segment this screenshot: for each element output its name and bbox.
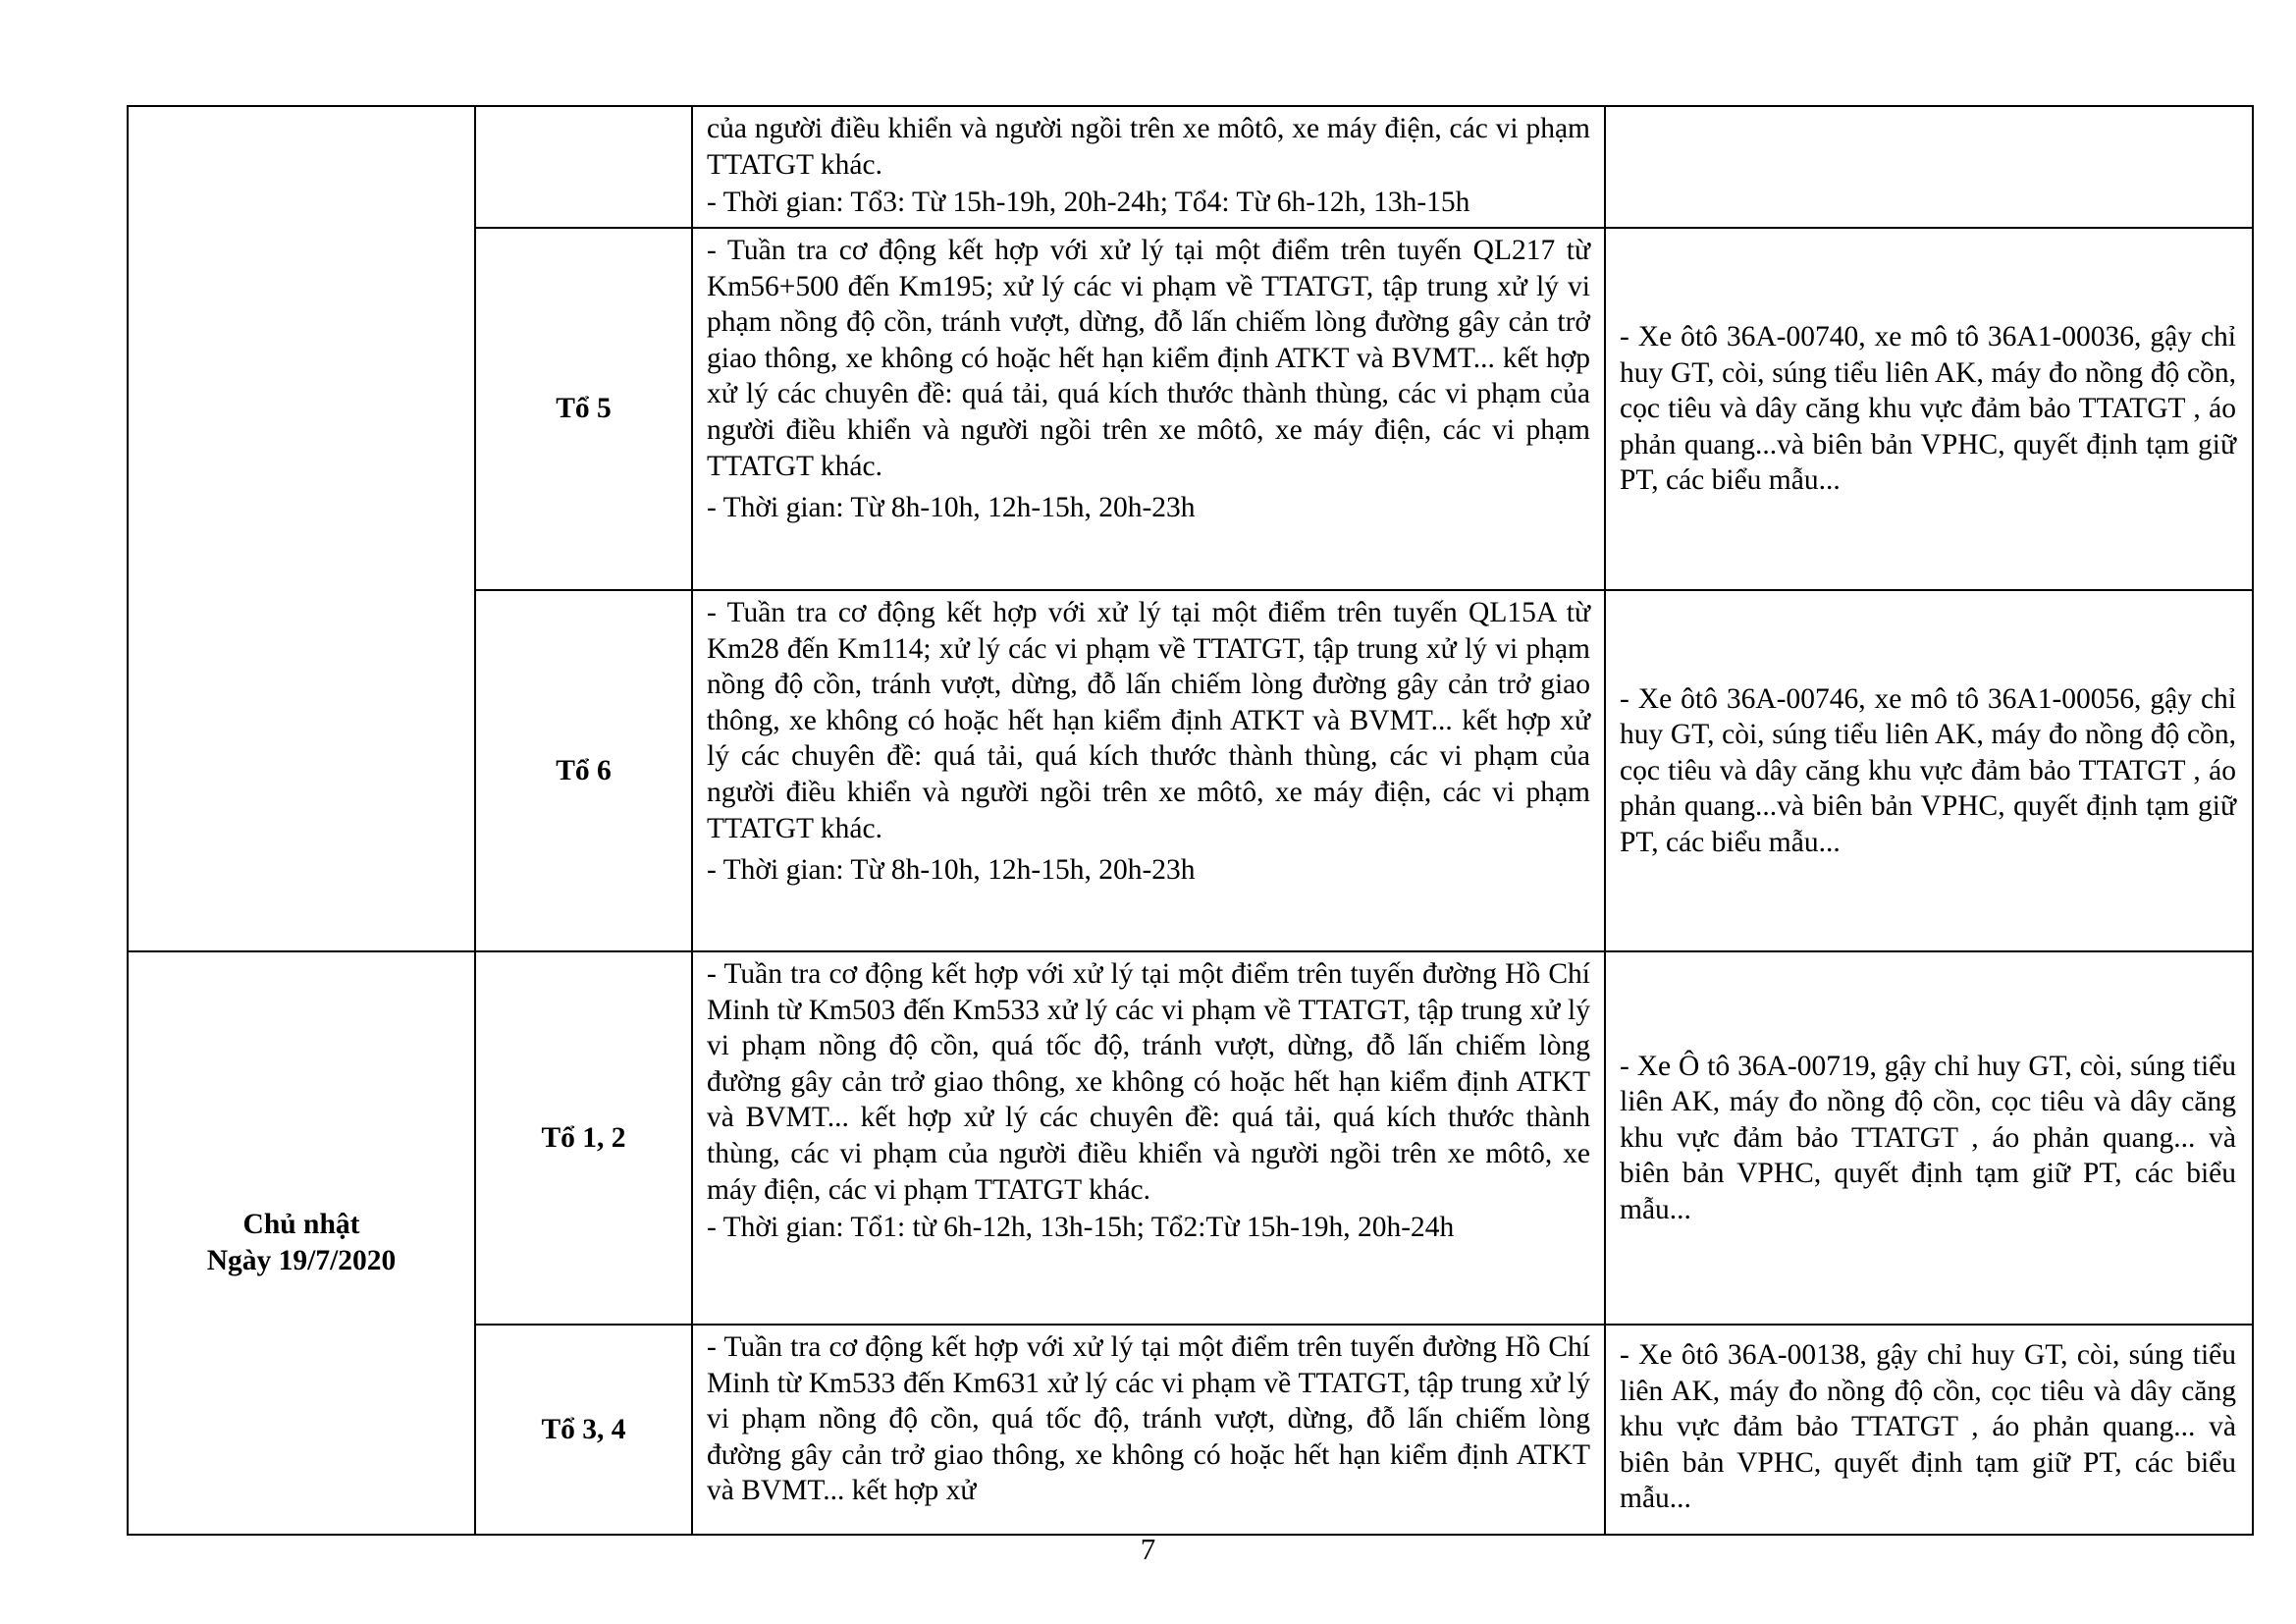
patrol-schedule-table — [127, 105, 2254, 1536]
day-date: Ngày 19/7/2020 — [206, 1245, 397, 1276]
equipment-description: - Xe ôtô 36A-00138, gậy chỉ huy GT, còi, súng tiểu liên AK, máy đo nồng độ cồn, cọc tiêu và dây căng khu vực đảm bảo TTATGT , áo phản quang... và biên bản VPHC, quyết định tạm giữ PT, các biểu mẫu... — [1620, 1339, 2236, 1515]
task-cell — [692, 590, 1605, 951]
task-time: - Thời gian: Tổ1: từ 6h-12h, 13h-15h; Tổ2:Từ 15h-19h, 20h-24h — [707, 1212, 1455, 1244]
team-cell: Tổ 3, 4 — [475, 1325, 692, 1535]
day-cell — [128, 951, 475, 1535]
task-time: - Thời gian: Tổ3: Từ 15h-19h, 20h-24h; Tổ4: Từ 6h-12h, 13h-15h — [707, 187, 1470, 219]
team-cell: Tổ 1, 2 — [475, 951, 692, 1325]
equipment-description: - Xe Ô tô 36A-00719, gậy chỉ huy GT, còi, súng tiểu liên AK, máy đo nồng độ cồn, cọc tiêu và dây căng khu vực đảm bảo TTATGT , áo phản quang... và biên bản VPHC, quyết định tạm giữ PT, các biểu mẫu... — [1620, 1050, 2236, 1225]
day-cell-empty — [128, 106, 475, 951]
task-description: - Tuần tra cơ động kết hợp với xử lý tại một điểm trên tuyến đường Hồ Chí Minh từ Km533 đến Km631 xử lý các vi phạm về TTATGT, tập trung xử lý vi phạm nồng độ cồn, quá tốc độ, tránh vượt, dừng, đỗ lấn chiếm lòng đường gây cản trở giao thông, xe không có hoặc hết hạn kiểm định ATKT và BVMT... kết hợp xử — [707, 1331, 1590, 1507]
team-cell: Tổ 6 — [475, 590, 692, 951]
task-cell — [692, 1325, 1605, 1535]
task-cell — [692, 106, 1605, 228]
equipment-cell — [1605, 951, 2253, 1325]
team-cell — [475, 106, 692, 228]
task-description: - Tuần tra cơ động kết hợp với xử lý tại một điểm trên tuyến QL15A từ Km28 đến Km114; xử lý các vi phạm về TTATGT, tập trung xử lý vi phạm nồng độ cồn, tránh vượt, dừng, đỗ lấn chiếm lòng đường gây cản trở giao thông, xe không có hoặc hết hạn kiểm định ATKT và BVMT... kết hợp xử lý các chuyên đề: quá tải, quá kích thước thành thùng, các vi phạm của người điều khiển và người ngồi trên xe môtô, xe máy điện, các vi phạm TTATGT khác. — [707, 597, 1590, 844]
team-cell: Tổ 5 — [475, 228, 692, 590]
task-cell — [692, 228, 1605, 590]
equipment-description: - Xe ôtô 36A-00740, xe mô tô 36A1-00036, gậy chỉ huy GT, còi, súng tiểu liên AK, máy đo nồng độ cồn, cọc tiêu và dây căng khu vực đảm bảo TTATGT , áo phản quang...và biên bản VPHC, quyết định tạm giữ PT, các biểu mẫu... — [1620, 321, 2236, 497]
task-time: - Thời gian: Từ 8h-10h, 12h-15h, 20h-23h — [707, 854, 1196, 887]
equipment-cell — [1605, 590, 2253, 951]
task-cell — [692, 951, 1605, 1325]
table-row — [128, 106, 2253, 228]
page-number: 7 — [1140, 1532, 1156, 1566]
task-description: - Tuần tra cơ động kết hợp với xử lý tại một điểm trên tuyến đường Hồ Chí Minh từ Km503 đến Km533 xử lý các vi phạm về TTATGT, tập trung xử lý vi phạm nồng độ cồn, quá tốc độ, tránh vượt, dừng, đỗ lấn chiếm lòng đường gây cản trở giao thông, xe không có hoặc hết hạn kiểm định ATKT và BVMT... kết hợp xử lý các chuyên đề: quá tải, quá kích thước thành thùng, các vi phạm của người điều khiển và người ngồi trên xe môtô, xe máy điện, các vi phạm TTATGT khác. — [707, 958, 1590, 1206]
day-name: Chủ nhật — [242, 1209, 360, 1241]
task-description: của người điều khiển và người ngồi trên xe môtô, xe máy điện, các vi phạm TTATGT khác. — [707, 113, 1590, 181]
equipment-cell — [1605, 228, 2253, 590]
equipment-cell — [1605, 1325, 2253, 1535]
table-row — [128, 951, 2253, 1325]
equipment-description: - Xe ôtô 36A-00746, xe mô tô 36A1-00056, gậy chỉ huy GT, còi, súng tiểu liên AK, máy đo nồng độ cồn, cọc tiêu và dây căng khu vực đảm bảo TTATGT , áo phản quang...và biên bản VPHC, quyết định tạm giữ PT, các biểu mẫu... — [1620, 682, 2236, 858]
task-time: - Thời gian: Từ 8h-10h, 12h-15h, 20h-23h — [707, 492, 1196, 524]
task-description: - Tuần tra cơ động kết hợp với xử lý tại một điểm trên tuyến QL217 từ Km56+500 đến Km195; xử lý các vi phạm về TTATGT, tập trung xử lý vi phạm nồng độ cồn, tránh vượt, dừng, đỗ lấn chiếm lòng đường gây cản trở giao thông, xe không có hoặc hết hạn kiểm định ATKT và BVMT... kết hợp xử lý các chuyên đề: quá tải, quá kích thước thành thùng, các vi phạm của người điều khiển và người ngồi trên xe môtô, xe máy điện, các vi phạm TTATGT khác. — [707, 235, 1590, 482]
equipment-cell — [1605, 106, 2253, 228]
